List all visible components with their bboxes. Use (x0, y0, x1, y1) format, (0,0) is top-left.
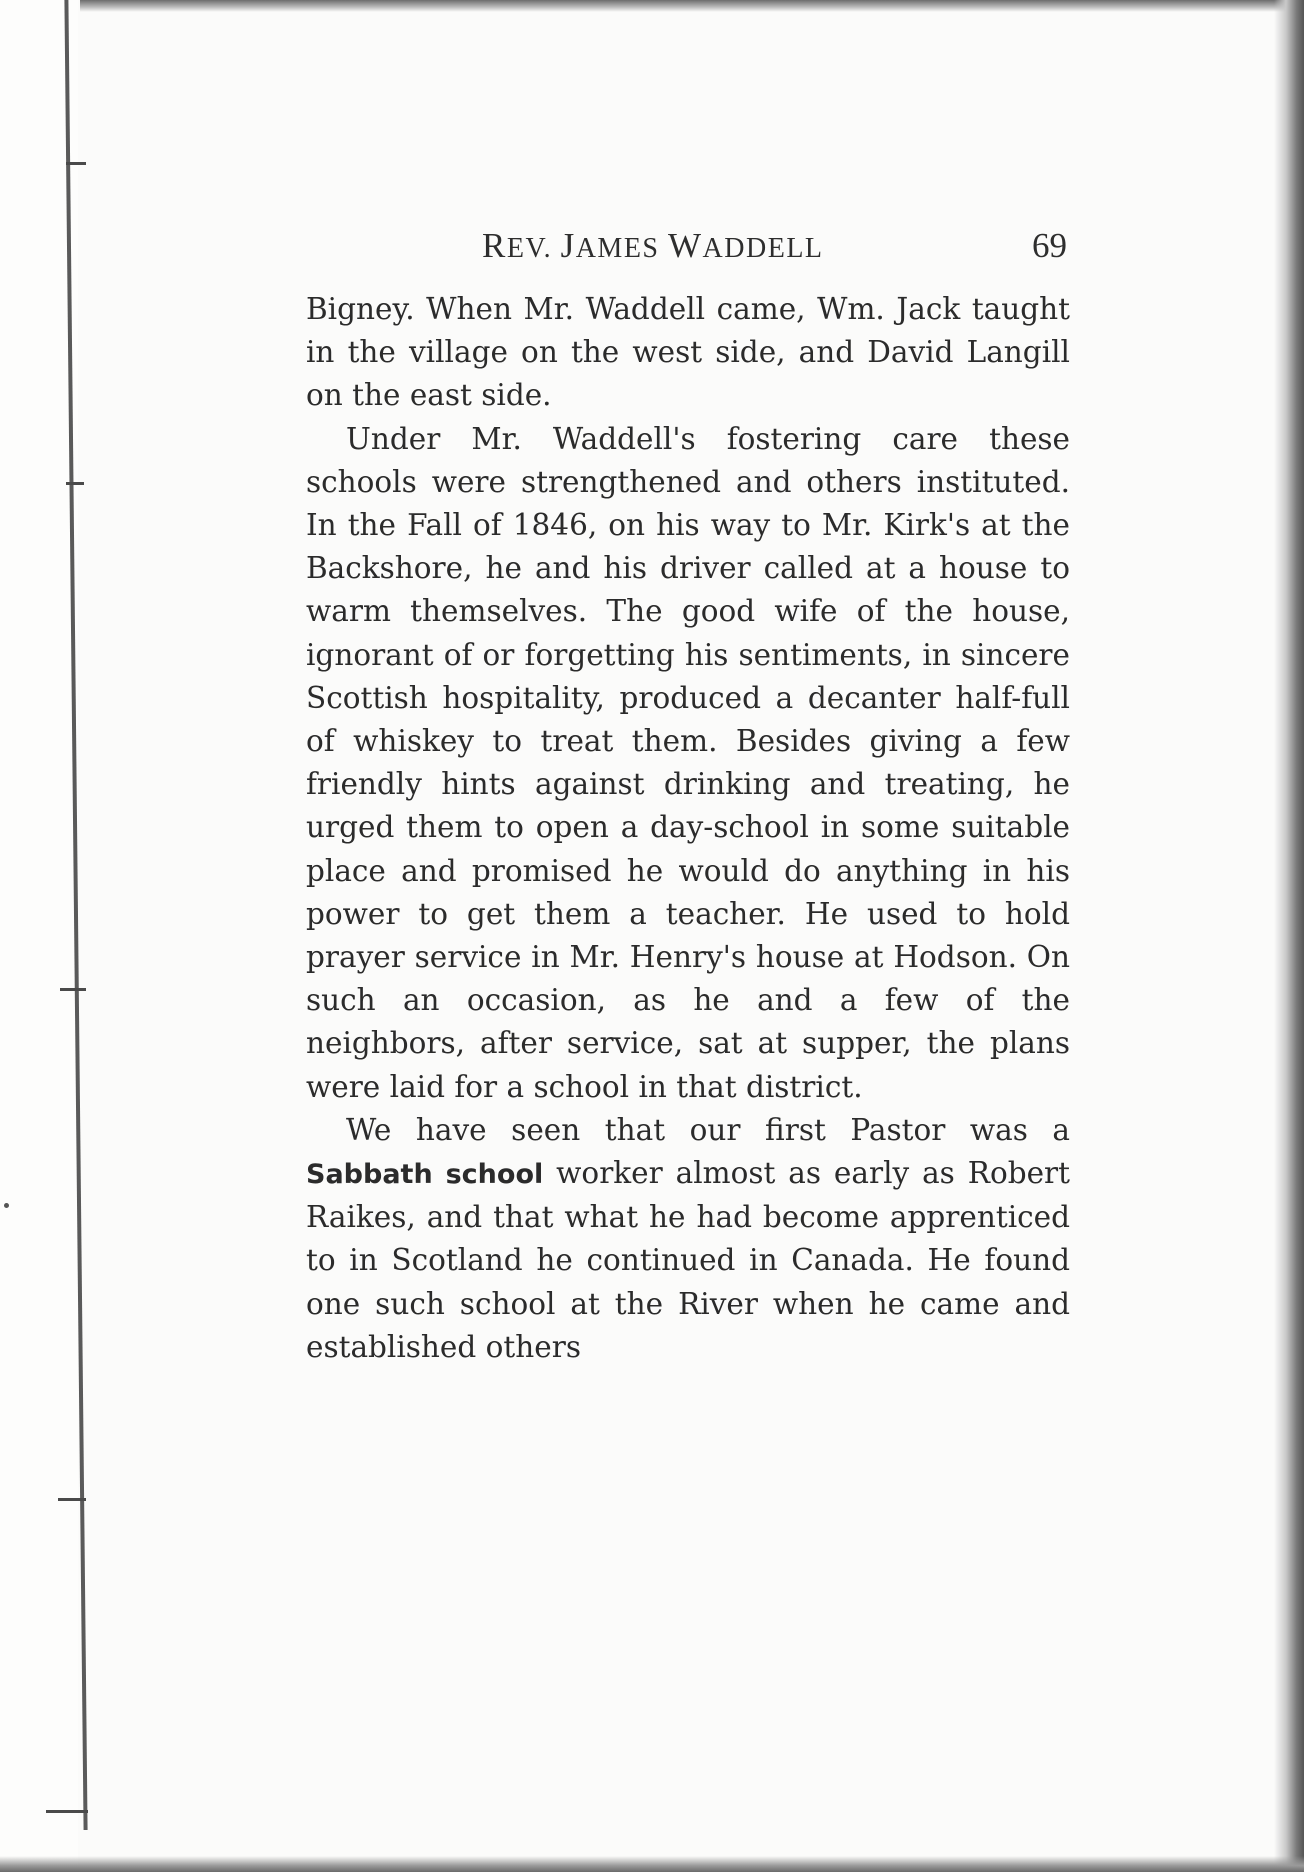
paragraph-3 (306, 1109, 1070, 1369)
paragraph-3-text: worker almost as early as Robert Raikes, and that what he had become apprenticed to in Scotland he continued in Canada. He found one such school at the River when he came and established others (306, 1156, 1070, 1364)
paragraph-2: Under Mr. Waddell's fostering care these schools were strengthened and others instituted. In the Fall of 1846, on his way to Mr. Kirk's at the Backshore, he and his driver called at a house to warm themselves. The good wife of the house, ignorant of or forgetting his sentiments, in sincere Scottish hospitality, produced a decanter half-full of whiskey to treat them. Besides giving a few friendly hints against drinking and treating, he urged them to open a day-school in some suitable place and promised he would do anything in his power to get them a teacher. He used to hold prayer service in Mr. Henry's house at Hodson. On such an occasion, as he and a few of the neighbors, after service, sat at supper, the plans were laid for a school in that district. (306, 421, 1070, 1104)
scan-speck (4, 1203, 9, 1208)
scan-edge-top (80, 0, 1304, 12)
binding-tick (58, 1498, 86, 1501)
scan-edge-right (1274, 0, 1304, 1872)
running-head-initial: R (482, 226, 507, 265)
running-head-initial: W (668, 226, 703, 265)
left-margin (0, 0, 78, 1872)
page-number: 69 (1032, 226, 1067, 265)
scan-edge-bottom (0, 1856, 1304, 1872)
binding-tick (46, 1810, 88, 1813)
binding-tick (60, 988, 86, 991)
bold-term: Sabbath school (306, 1159, 544, 1191)
paragraph-3-text: We have seen that our first Pastor was a (346, 1112, 1070, 1147)
paragraph-1: Bigney. When Mr. Waddell came, Wm. Jack taught in the village on the west side, and David Langill on the east side. (306, 292, 1070, 413)
body-text (306, 288, 1070, 1369)
binding-tick (66, 482, 84, 485)
running-head-smallcaps: ADDELL (702, 233, 824, 264)
running-head-initial: J (560, 226, 576, 265)
running-head (482, 226, 824, 266)
binding-tick (66, 162, 86, 165)
running-head-smallcaps: AMES (575, 233, 668, 264)
running-head-smallcaps: EV. (506, 233, 561, 264)
